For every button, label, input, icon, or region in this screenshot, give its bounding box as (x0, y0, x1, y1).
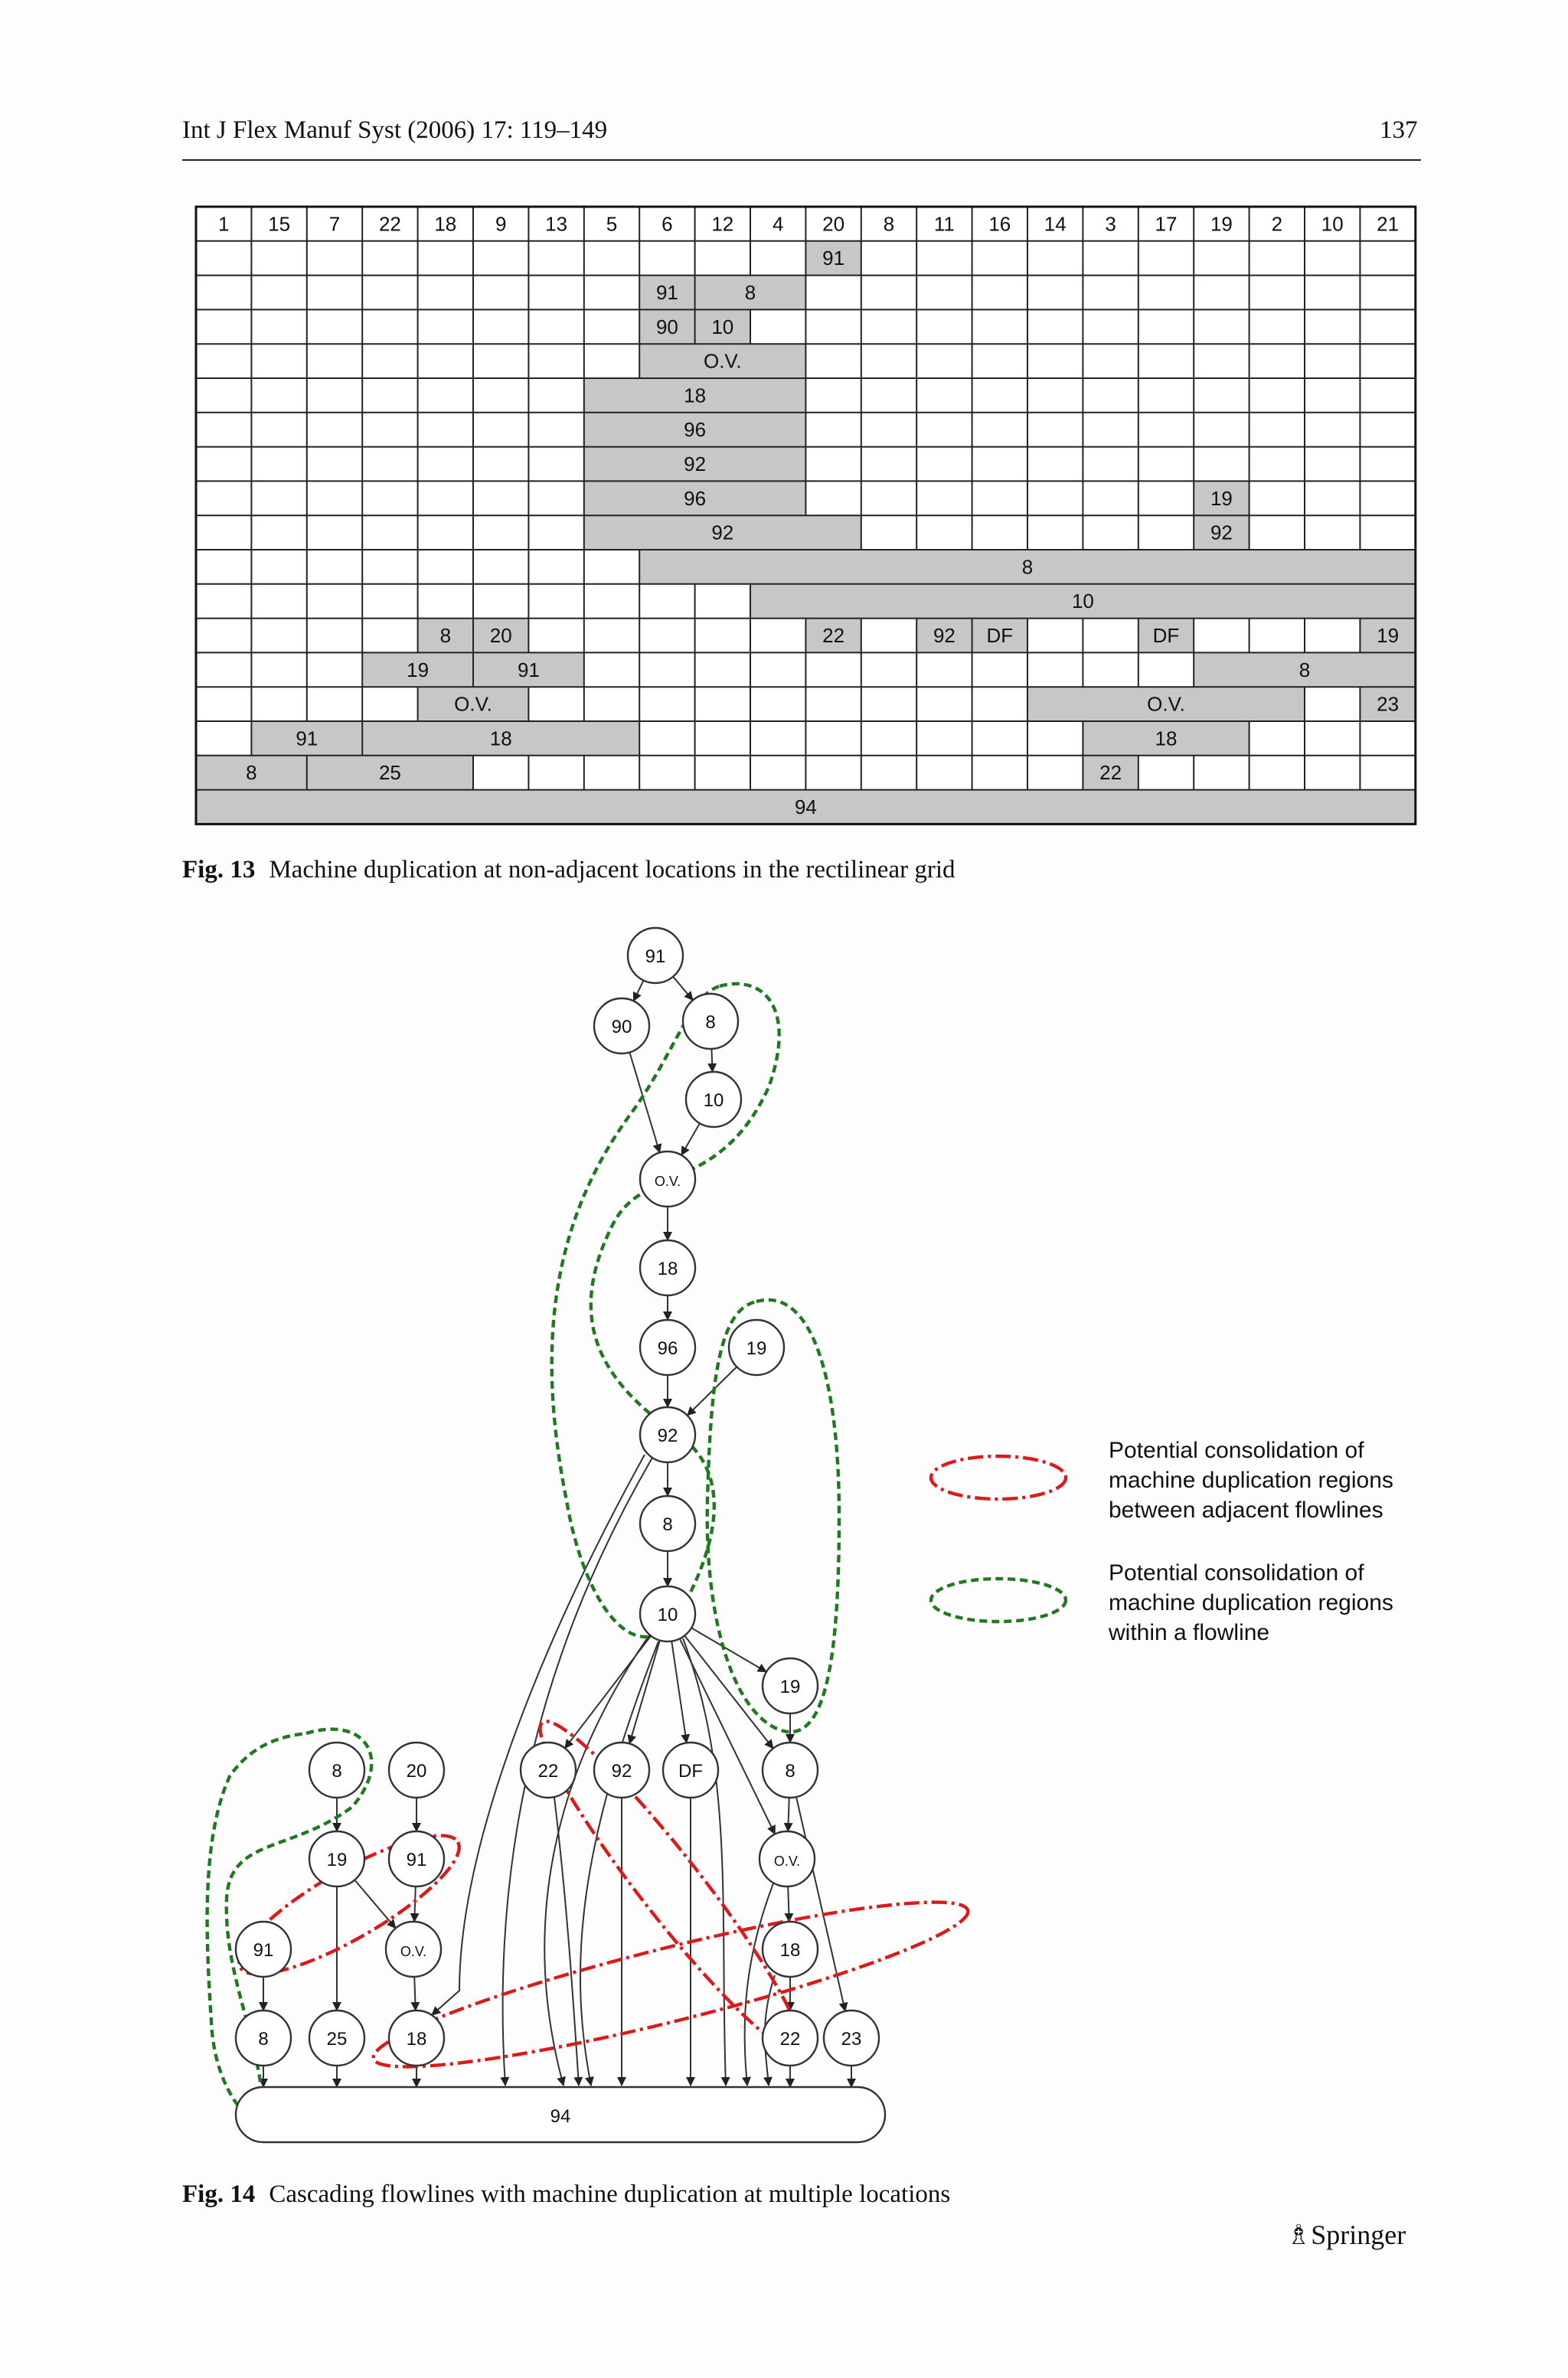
between-flowlines-loop (364, 1875, 976, 2095)
legend-text (1109, 1438, 1393, 1523)
grid-cell-label: 91 (296, 727, 318, 750)
grid-cell-label: 18 (1155, 727, 1178, 750)
flow-edge-to-sink (432, 1455, 645, 2015)
flow-node-label: O.V. (400, 1944, 427, 1959)
legend-text-line: machine duplication regions (1109, 1468, 1393, 1493)
grid-column-header: 9 (495, 212, 507, 236)
grid-cell-label: DF (1152, 624, 1180, 647)
flow-edge (414, 1977, 416, 2011)
flow-node-label: 8 (785, 1761, 795, 1782)
grid-cell-label: O.V. (454, 692, 492, 716)
flow-node-label: 25 (326, 2029, 348, 2050)
flow-node-label: 20 (406, 1761, 427, 1782)
flow-node-label: 22 (779, 2029, 801, 2050)
fig14-flow-diagram (0, 919, 1568, 2159)
grid-cell-label: 8 (439, 624, 452, 647)
grid-cell-label: 8 (246, 761, 257, 785)
page-number: 137 (1380, 116, 1418, 144)
grid-column-header: 2 (1271, 212, 1283, 236)
flow-node-label: 18 (779, 1940, 801, 1961)
flow-node-label: 10 (657, 1605, 678, 1625)
grid-column-header: 6 (662, 212, 673, 236)
fig13-caption-text: Machine duplication at non-adjacent locations in the rectilinear grid (269, 856, 956, 884)
running-header: Int J Flex Manuf Syst (2006) 17: 119–149 (182, 116, 608, 144)
grid-column-header: 18 (434, 212, 457, 236)
grid-column-header: 7 (328, 212, 341, 236)
flow-edge-to-sink (580, 1641, 658, 2086)
grid-column-header: 13 (545, 212, 568, 236)
legend-text-line: within a flowline (1109, 1620, 1270, 1645)
grid-column-header: 4 (772, 212, 784, 236)
grid-column-header: 16 (988, 212, 1011, 236)
grid-cell-label: 22 (822, 624, 845, 647)
grid-cell-label: 8 (1298, 658, 1311, 681)
grid-column-header: 21 (1377, 212, 1400, 236)
flow-edge-to-sink (544, 1635, 649, 2086)
grid-cell-label: 10 (1071, 590, 1094, 613)
flow-node-label: 19 (746, 1338, 767, 1359)
fig14-label: Fig. 14 (182, 2180, 256, 2208)
grid-cell-label: 19 (407, 658, 430, 681)
grid-cell-label: 91 (517, 658, 540, 681)
grid-column-header: 3 (1105, 212, 1116, 236)
flow-node-label: 19 (779, 1677, 801, 1697)
grid-cell-label: 92 (933, 624, 956, 647)
grid-cell-label: 91 (655, 281, 678, 304)
grid-column-header: 19 (1210, 212, 1233, 236)
legend-text-line: machine duplication regions (1109, 1590, 1393, 1615)
grid-cell-label: 90 (655, 315, 678, 338)
springer-horse-icon: ♗ (1286, 2220, 1312, 2250)
grid-cell-label: 19 (1377, 624, 1400, 647)
flow-edge (688, 1367, 737, 1416)
flow-node-label: 10 (703, 1090, 724, 1111)
fig14-caption (182, 2180, 950, 2209)
legend-swatch (931, 1579, 1066, 1622)
flow-edge (788, 1798, 789, 1831)
grid-column-header: 15 (268, 212, 291, 236)
flow-edge (354, 1880, 395, 1928)
flow-node-label: 18 (657, 1259, 678, 1279)
fig13-caption (182, 856, 956, 884)
grid-cell-label: DF (986, 624, 1014, 647)
grid-cell-label: 91 (822, 247, 845, 270)
grid-column-header: 10 (1321, 212, 1344, 236)
legend-text-line: Potential consolidation of (1109, 1438, 1364, 1463)
flow-edge (629, 1641, 660, 1744)
legend-swatch (931, 1456, 1066, 1499)
flow-node-label: 8 (662, 1514, 673, 1535)
grid-column-header: 1 (217, 212, 230, 236)
header-rule (182, 159, 1421, 161)
grid-cell-label: 22 (1099, 761, 1122, 785)
grid-cell-label: 8 (744, 281, 756, 304)
springer-logo (1286, 2219, 1406, 2251)
flow-node-label: 90 (611, 1017, 632, 1037)
grid-cell-label: 23 (1377, 692, 1400, 716)
grid-column-header: 17 (1155, 212, 1178, 236)
flow-edge (634, 980, 644, 1001)
flow-edge (414, 1886, 416, 1922)
flow-node-label: O.V. (773, 1854, 801, 1869)
flow-edge (671, 1641, 687, 1743)
grid-cell-label: 92 (684, 452, 707, 475)
grid-cell-label: 94 (794, 795, 817, 818)
legend-text-line: between adjacent flowlines (1109, 1498, 1383, 1523)
grid-column-header: 22 (378, 212, 401, 236)
fig13-grid (0, 199, 1568, 1026)
flow-node-label: DF (678, 1761, 703, 1782)
grid-cell-label: O.V. (1147, 692, 1185, 716)
flow-edge (673, 977, 693, 1001)
grid-column-header: 14 (1044, 212, 1067, 236)
grid-cell-label: 19 (1210, 486, 1233, 510)
flow-node-label: O.V. (654, 1174, 681, 1189)
flow-node-label: 8 (705, 1012, 716, 1033)
flow-node-label: 23 (841, 2029, 862, 2050)
flow-node-label: 91 (253, 1940, 274, 1961)
flow-node-label: 96 (657, 1338, 678, 1359)
grid-cell-label: 18 (489, 727, 512, 750)
flow-node-label: 8 (332, 1761, 342, 1782)
flow-edge (629, 1052, 659, 1152)
grid-cell-label: 96 (684, 486, 707, 510)
grid-column-header: 11 (933, 212, 955, 236)
grid-cell-label: 18 (684, 384, 707, 407)
flow-edge (691, 1628, 766, 1672)
flow-node-label: 91 (406, 1850, 427, 1870)
fig14-caption-text: Cascading flowlines with machine duplication at multiple locations (269, 2180, 951, 2208)
grid-cell-label: 92 (1210, 521, 1233, 544)
publisher-name: Springer (1311, 2220, 1406, 2250)
flow-node-label: 91 (645, 946, 666, 967)
grid-cell-label: 25 (378, 761, 401, 785)
flow-node-label: 8 (258, 2029, 269, 2050)
legend-text (1108, 1560, 1393, 1645)
flow-edge (684, 1635, 773, 1748)
grid-cell-label: 8 (1021, 555, 1034, 579)
flow-node-label: 92 (657, 1426, 678, 1446)
flow-edge (681, 1123, 700, 1155)
grid-cell-label: 92 (711, 521, 734, 544)
grid-cell-label: 10 (711, 315, 734, 338)
flow-edge (711, 1049, 712, 1072)
grid-cell-label: 96 (684, 418, 707, 442)
legend-text-line: Potential consolidation of (1109, 1560, 1364, 1586)
flow-node-label: 18 (406, 2029, 427, 2050)
grid-column-header: 20 (822, 212, 845, 236)
grid-column-header: 8 (883, 212, 895, 236)
flow-node-label: 19 (326, 1850, 348, 1870)
flow-node-label: 22 (537, 1761, 559, 1782)
grid-cell-label: 20 (489, 624, 512, 647)
flow-node-label: 92 (611, 1761, 632, 1782)
flow-edge (788, 1886, 789, 1922)
grid-column-header: 12 (711, 212, 734, 236)
fig13-label: Fig. 13 (182, 856, 256, 884)
sink-node-label: 94 (550, 2106, 571, 2127)
grid-cell-label: O.V. (703, 349, 742, 373)
grid-column-header: 5 (606, 212, 618, 236)
